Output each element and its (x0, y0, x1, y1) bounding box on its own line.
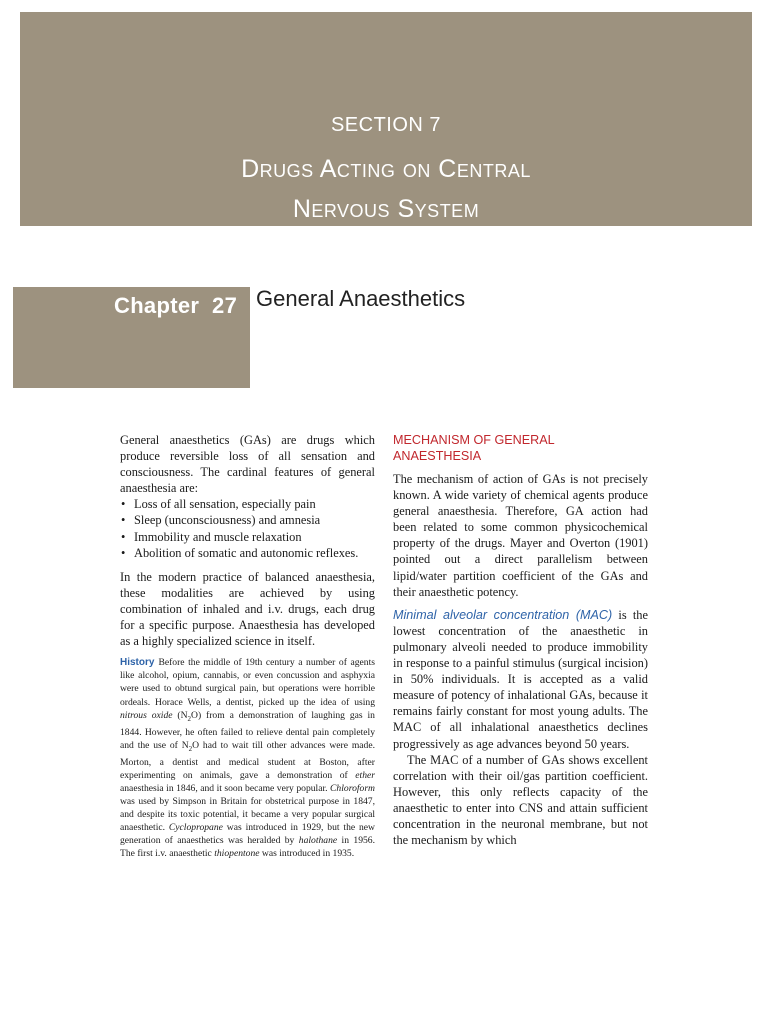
chapter-title: General Anaesthetics (256, 286, 466, 311)
feature-item: • Loss of all sensation, especially pain (120, 496, 375, 512)
section-label: SECTION 7 (330, 114, 442, 136)
mechanism-paragraph: The mechanism of action of GAs is not precisely known. A wide variety of chemical agents produce general anaesthesia. Therefore, GA action had been related to some common physicochemical property of the drugs. Mayer and Overton (1901) pointed out a direct parallelism between lipid/water partition coefficient of the GAs and their anaesthetic potency. (393, 472, 648, 599)
balanced-anaesthesia-paragraph: In the modern practice of balanced anaesthesia, these modalities are achieved by using combination of inhaled and i.v. drugs, each drug for a specific purpose. Anaesthesia has developed as a highly specialized science in itself. (120, 569, 375, 649)
feature-item: • Immobility and muscle relaxation (120, 529, 375, 545)
right-column (393, 432, 648, 848)
section-title-line-1: Drugs Acting on Central (241, 155, 531, 183)
mac-term: Minimal alveolar concentration (MAC) (393, 607, 613, 622)
intro-paragraph: General anaesthetics (GAs) are drugs which produce reversible loss of all sensation and consciousness. The cardinal features of general anaesthesia are: (120, 433, 375, 496)
feature-item: • Sleep (unconsciousness) and amnesia (120, 512, 375, 528)
features-list (120, 496, 375, 560)
mac-correlation-paragraph: The MAC of a number of GAs shows excellent correlation with their oil/gas partition coefficient. However, this only reflects capacity of the anaesthetic to enter into CNS and attain sufficient concentration in the neuronal membrane, but not the mechanism by which (393, 752, 648, 848)
left-column (120, 432, 375, 860)
section-title-line-2: Nervous System (292, 195, 480, 223)
feature-item: • Abolition of somatic and autonomic reflexes. (120, 545, 375, 561)
history-box: History Before the middle of 19th century a number of agents like alcohol, opium, cannabis, or even concussion and asphyxia were used to obtund surgical pain, but operations were horrible ordeals. Horace Wells, a dentist, picked up the idea of using nitrous oxide $(N_2O)$ from a demonstration of laughing gas in 1844. However, he often failed to relieve dental pain completely and the use of $N_2O$ had to wait till other advances were made. Morton, a dentist and medical student at Boston, after experimenting on animals, gave a demonstration of ether anaesthesia in 1846, and it soon became very popular. Chloroform was used by Simpson in Britain for obstetrical purpose in 1847, and despite its toxic potential, it became a very popular surgical anaesthetic. Cyclopropane was introduced in 1929, but the new generation of anaesthetics was heralded by halothane in 1956. The first i.v. anaesthetic thiopentone was introduced in 1935. (120, 657, 375, 860)
mechanism-heading: MECHANISM OF GENERAL ANAESTHESIA (393, 433, 555, 463)
chapter-label: Chapter 27 (114, 293, 238, 318)
section-banner (20, 12, 752, 226)
history-label: History (120, 657, 155, 669)
section-title (20, 149, 752, 229)
mac-paragraph: Minimal alveolar concentration (MAC) is the lowest concentration of the anaesthetic in pulmonary alveoli needed to produce immobility in response to a painful stimulus (surgical incision) in 50% individuals. It is accepted as a valid measure of potency of inhalational GAs, because it remains fairly constant for most young adults. The MAC of all inhalational anaesthetics declines progressively as age advances beyond 50 years. (393, 607, 649, 751)
